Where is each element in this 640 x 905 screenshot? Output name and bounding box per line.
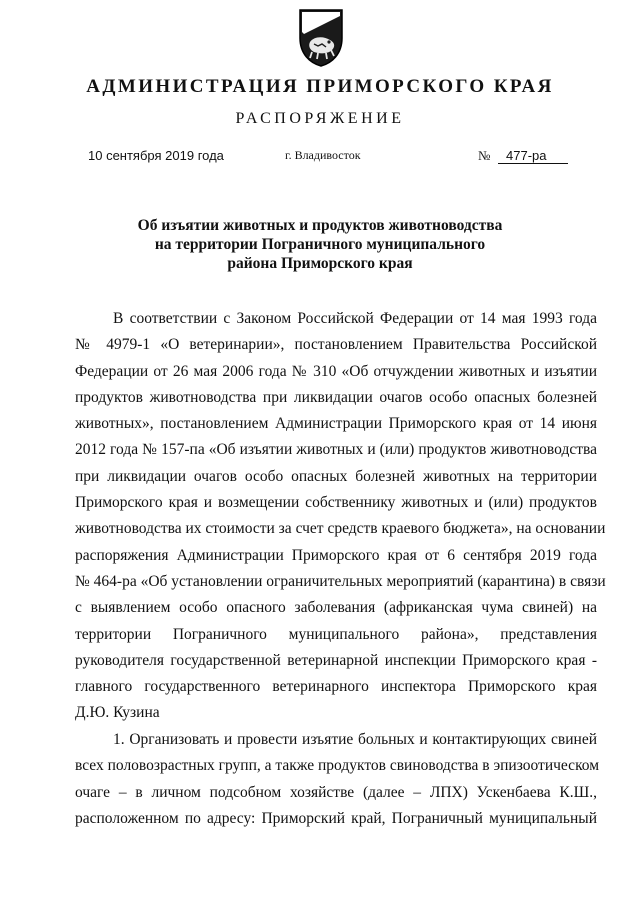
text-line: Федерации от 26 мая 2006 года № 310 «Об отчуждении животных и изъятии [75,362,597,380]
text-line: № 4979-1 «О ветеринарии», постановлением Правительства Российской [75,336,597,354]
document-city: г. Владивосток [285,148,361,162]
text-line: территории Пограничного муниципального района», представления [75,625,597,643]
text-line: всех половозрастных групп, а также продуктов свиноводства в эпизоотическом [75,757,600,775]
document-type: РАСПОРЯЖЕНИЕ [235,110,405,127]
text-line: № 464-ра «Об установлении ограничительных мероприятий (карантина) в связи [75,572,606,590]
text-line: В соответствии с Законом Российской Федерации от 14 мая 1993 года [113,310,597,327]
text-line: с выявлением особо опасного заболевания (африканская чума свиней) на [75,599,597,617]
preamble-paragraph [75,306,606,727]
text-line: главного государственного ветеринарного инспектора Приморского края [75,678,597,696]
text-line: распоряжения Администрации Приморского края от 6 сентября 2019 года [75,546,597,564]
text-line: Приморского края и возмещении собственнику животных и (или) продуктов [75,494,597,512]
document-subject [0,216,640,273]
text-line: Д.Ю. Кузина [75,704,160,722]
text-line: 2012 года № 157-па «Об изъятии животных и (или) продуктов животноводства [75,441,597,459]
text-line: животных», постановлением Администрации Приморского края от 14 июня [75,415,597,433]
text-line: руководителя государственной ветеринарной инспекции Приморского края - [75,651,597,669]
text-line: очаге – в личном подсобном хозяйстве (далее – ЛПХ) Ускенбаева К.Ш., [75,783,597,801]
document-date: 10 сентября 2019 года [88,148,224,163]
text-line: расположенном по адресу: Приморский край, Пограничный муниципальный [75,809,597,827]
subject-line: на территории Пограничного муниципального [154,236,486,253]
organization-title: АДМИНИСТРАЦИЯ ПРИМОРСКОГО КРАЯ [86,76,554,97]
coat-of-arms-icon [296,8,346,68]
subject-line: Об изъятии животных и продуктов животноводства [137,217,503,234]
text-line: 1. Организовать и провести изъятие больных и контактирующих свиней [113,731,597,748]
text-line: животноводства их стоимости за счет средств краевого бюджета», на основании [75,520,606,538]
clause-1-paragraph [75,727,600,832]
subject-line: района Приморского края [227,255,413,272]
text-line: продуктов животноводства при ликвидации очагов особо опасных болезней [75,388,597,406]
document-number-label: № [478,148,491,163]
document-number: 477-ра [498,148,568,164]
text-line: при ликвидации очагов особо опасных болезней животных на территории [75,467,597,485]
